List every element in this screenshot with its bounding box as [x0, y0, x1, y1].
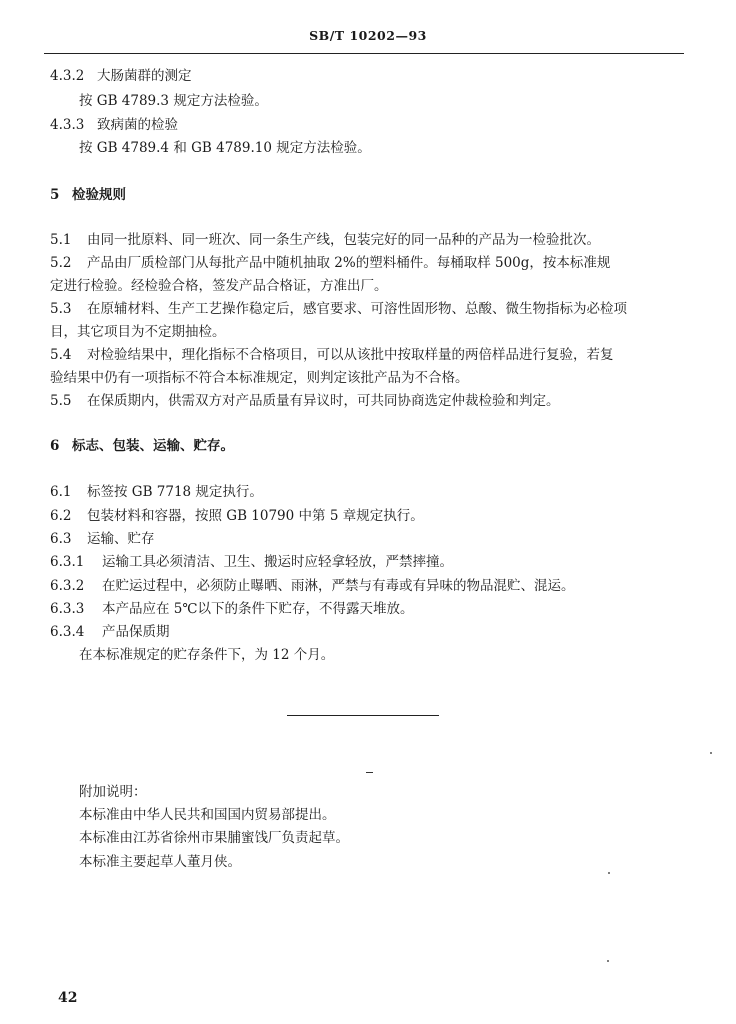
clause-number: 6.2 — [50, 508, 72, 524]
clause-6-1 — [50, 483, 263, 501]
clause-6-3-2 — [50, 577, 575, 595]
clause-number: 5.2 — [50, 255, 72, 271]
clause-5-3 — [50, 300, 627, 318]
section-title: 标志、包装、运输、贮存。 — [72, 438, 234, 454]
notes-line: 本标准主要起草人董月侠。 — [79, 854, 241, 870]
clause-title: 大肠菌群的测定 — [97, 68, 192, 84]
header-rule — [44, 53, 684, 54]
clause-6-3 — [50, 530, 155, 548]
clause-number: 6.3.2 — [50, 578, 85, 594]
clause-text: 包装材料和容器，按照 GB 10790 中第 5 章规定执行。 — [87, 508, 424, 524]
clause-number: 6.3.4 — [50, 624, 85, 640]
clause-number: 4.3.3 — [50, 117, 85, 133]
scan-speck — [710, 752, 712, 754]
clause-text: 对检验结果中，理化指标不合格项目，可以从该批中按取样量的两倍样品进行复验，若复 — [87, 347, 614, 363]
clause-number: 5.5 — [50, 393, 72, 409]
clause-text: 在原辅材料、生产工艺操作稳定后，感官要求、可溶性固形物、总酸、微生物指标为必检项 — [87, 301, 627, 317]
section-number: 5 — [50, 187, 60, 203]
clause-number: 5.4 — [50, 347, 72, 363]
clause-text: 在贮运过程中，必须防止曝晒、雨淋，严禁与有毒或有异味的物品混贮、混运。 — [102, 578, 575, 594]
clause-text: 运输、贮存 — [87, 531, 155, 547]
clause-4-3-3-body: 按 GB 4789.4 和 GB 4789.10 规定方法检验。 — [79, 140, 371, 156]
clause-5-5 — [50, 392, 560, 410]
clause-number: 4.3.2 — [50, 68, 85, 84]
dash-mark — [366, 772, 373, 773]
clause-6-2 — [50, 507, 424, 525]
clause-5-3-continued: 目，其它项目为不定期抽检。 — [50, 324, 226, 340]
clause-number: 6.3.3 — [50, 601, 85, 617]
clause-5-4 — [50, 346, 614, 364]
clause-6-3-1 — [50, 553, 453, 571]
clause-text: 标签按 GB 7718 规定执行。 — [87, 484, 263, 500]
section-title: 检验规则 — [72, 187, 126, 203]
section-5-heading — [50, 186, 126, 204]
clause-4-3-2-heading — [50, 67, 192, 85]
scan-speck — [608, 872, 610, 874]
clause-text: 由同一批原料、同一班次、同一条生产线，包装完好的同一品种的产品为一检验批次。 — [87, 232, 600, 248]
clause-5-2 — [50, 254, 610, 272]
section-6-heading — [50, 437, 234, 455]
clause-6-3-3 — [50, 600, 413, 618]
clause-text: 运输工具必须清洁、卫生、搬运时应轻拿轻放，严禁摔撞。 — [102, 554, 453, 570]
clause-4-3-3-heading — [50, 116, 178, 134]
clause-number: 6.3.1 — [50, 554, 85, 570]
clause-number: 6.1 — [50, 484, 72, 500]
clause-text: 产品保质期 — [102, 624, 170, 640]
clause-number: 5.1 — [50, 232, 72, 248]
clause-text: 在保质期内，供需双方对产品质量有异议时，可共同协商选定仲裁检验和判定。 — [87, 393, 560, 409]
clause-6-3-4 — [50, 623, 170, 641]
clause-title: 致病菌的检验 — [97, 117, 178, 133]
shelf-life-text: 在本标准规定的贮存条件下，为 12 个月。 — [79, 647, 335, 663]
clause-number: 5.3 — [50, 301, 72, 317]
notes-line: 本标准由中华人民共和国国内贸易部提出。 — [79, 807, 336, 823]
clause-5-4-continued: 验结果中仍有一项指标不符合本标准规定，则判定该批产品为不合格。 — [50, 370, 469, 386]
clause-text: 产品由厂质检部门从每批产品中随机抽取 2%的塑料桶件。每桶取样 500g，按本标准规 — [87, 255, 611, 271]
clause-text: 本产品应在 5℃以下的条件下贮存，不得露天堆放。 — [102, 601, 414, 617]
clause-5-2-continued: 定进行检验。经检验合格，签发产品合格证，方准出厂。 — [50, 278, 388, 294]
clause-5-1 — [50, 231, 600, 249]
section-number: 6 — [50, 438, 60, 454]
clause-4-3-2-body: 按 GB 4789.3 规定方法检验。 — [79, 93, 268, 109]
scan-speck — [607, 960, 609, 962]
notes-line: 本标准由江苏省徐州市果脯蜜饯厂负责起草。 — [79, 830, 349, 846]
end-of-standard-rule — [287, 715, 439, 716]
standard-code-header: SB/T 10202—93 — [309, 28, 427, 43]
page-number: 42 — [58, 990, 78, 1006]
notes-heading: 附加说明： — [79, 784, 147, 800]
clause-number: 6.3 — [50, 531, 72, 547]
